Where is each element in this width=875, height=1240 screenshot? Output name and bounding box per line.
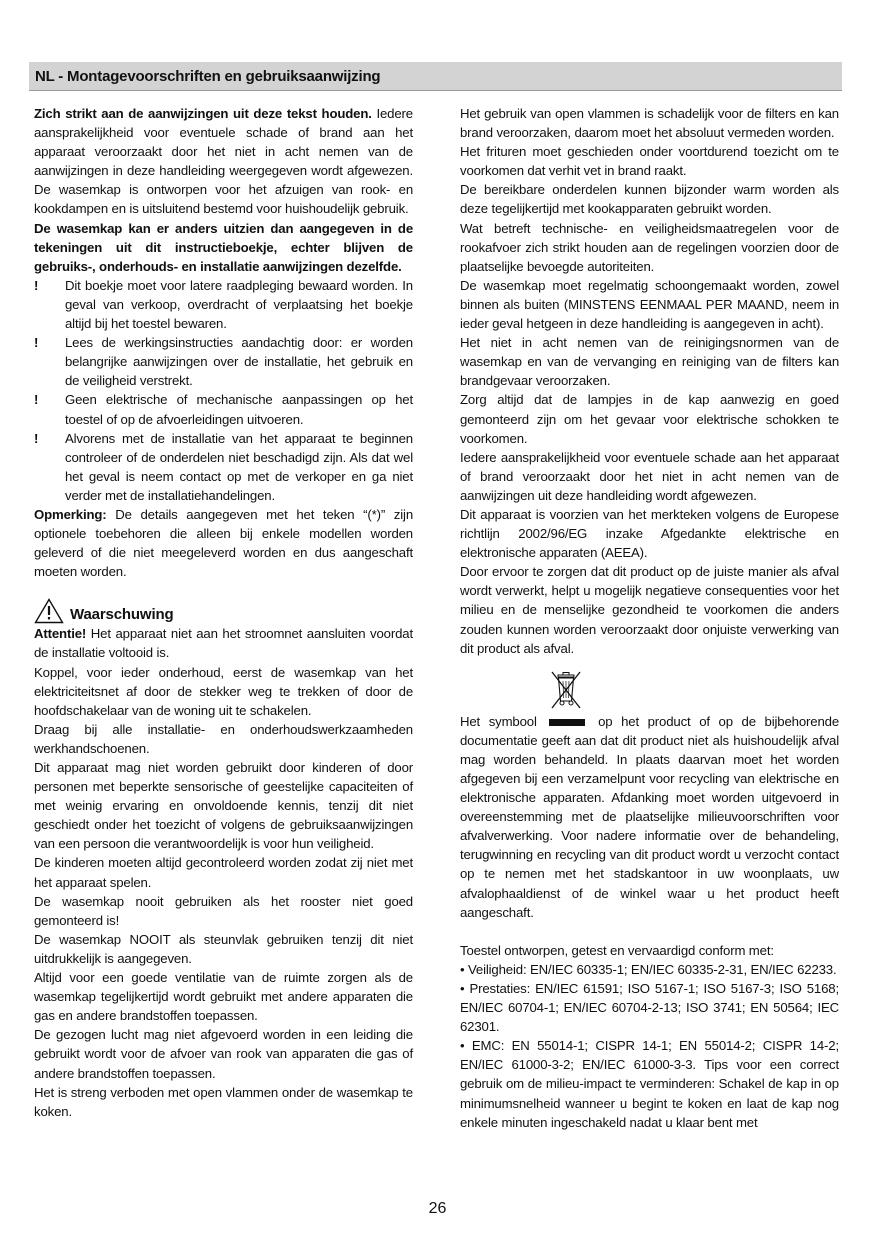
exclamation-icon: ! [34,277,39,293]
caution-text: Geen elektrische of mechanische aanpassingen op het toestel of op de afvoerleidingen uitvoeren. [65,392,413,427]
left-column [34,104,413,1121]
exclamation-icon: ! [34,430,39,446]
remark-label: Opmerking: [34,506,107,522]
safety-paragraph: Draag bij alle installatie- en onderhoudswerkzaamheden werkhandschoenen. [34,721,413,756]
caution-item [34,390,413,428]
caution-item [34,276,413,333]
usage-paragraph: De bereikbare onderdelen kunnen bijzonder warm worden als deze tegelijkertijd met kookapparaten gebruikt worden. [460,182,839,217]
attention-label: Attentie! [34,626,87,642]
usage-paragraph: De wasemkap moet regelmatig schoongemaakt worden, zowel binnen als buiten (MINSTENS EENMAAL PER MAAND, neem in ieder geval hetgeen in deze handleiding is aangegeven in acht). [460,277,839,332]
usage-paragraph: Het gebruik van open vlammen is schadelijk voor de filters en kan brand veroorzaken, daarom moet het absoluut vermeden worden. [460,106,839,141]
right-column [460,104,839,1132]
usage-paragraph: Wat betreft technische- en veiligheidsmaatregelen voor de rookafvoer zich strikt houden aan de regelingen voorzien door de plaatselijke bevoegde autoriteiten. [460,220,839,274]
caution-list [34,276,413,505]
conformity-item: • Veiligheid: EN/IEC 60335-1; EN/IEC 60335-2-31, EN/IEC 62233. [460,961,837,977]
attention-text: Het apparaat niet aan het stroomnet aansluiten voordat de installatie voltooid is. [34,626,413,661]
attention-paragraph [34,624,413,662]
intro-bold: Zich strikt aan de aanwijzingen uit deze tekst houden. [34,106,372,121]
spacer [460,922,839,941]
usage-paragraph: Door ervoor te zorgen dat dit product op de juiste manier als afval wordt verwerkt, helpt u mogelijk negatieve consequenties voor het milieu en de menselijke gezondheid te voorkomen die anders zouden kunnen worden veroorzaakt door onjuiste verwerking van dit product als afval. [460,564,839,656]
conformity-intro: Toestel ontworpen, getest en vervaardigd conform met: [460,942,774,958]
remark-text: De details aangegeven met het teken “(*)” zijn optionele toebehoren die alleen bij enkele modellen worden geleverd of die niet meegeleverd worden en dus aangeschaft moeten worden. [34,506,413,580]
conformity-item: • Prestaties: EN/IEC 61591; ISO 5167-1; ISO 5167-3; ISO 5168; EN/IEC 60704-1; EN/IEC 60704-2-13; ISO 3741; EN 50564; IEC 62301. [460,980,839,1035]
symbol-text-before: Het symbool [460,713,537,729]
safety-paragraph: Koppel, voor ieder onderhoud, eerst de wasemkap van het elektriciteitsnet af door de stekker weg te trekken of door de hoofdschakelaar van de woning uit te schakelen. [34,664,413,718]
page-number: 26 [428,1200,447,1217]
safety-paragraph: De kinderen moeten altijd gecontroleerd worden zodat zij niet met het apparaat spelen. [34,855,413,890]
caution-text: Lees de werkingsinstructies aandachtig door: er worden belangrijke aanwijzingen over de installatie, het gebruik en de veiligheid verstrekt. [65,335,413,389]
caution-text: Dit boekje moet voor latere raadpleging bewaard worden. In geval van verkoop, overdracht of verplaatsing het boekje altijd bij het toestel bewaren. [65,277,413,332]
caution-item [34,333,413,390]
intro-text: Iedere aansprakelijkheid voor eventuele schade of brand aan het apparaat veroorzaakt door het niet in acht nemen van de aanwijzingen in deze handleiding weergegeven wordt afgewezen. De wasemkap is ontworpen voor het afzuigen van rook- en kookdampen en is uitsluitend bestemd voor huishoudelijk gebruik. [34,106,413,217]
intro-paragraph [34,104,413,219]
exclamation-icon: ! [34,335,39,351]
warning-title: Waarschuwing [70,606,174,624]
usage-paragraph: Zorg altijd dat de lampjes in de kap aanwezig en goed gemonteerd zijn om het gevaar voor elektrische schokken te voorkomen. [460,392,839,446]
usage-paragraph: Het niet in acht nemen van de reinigingsnormen van de wasemkap en van de vervanging en reiniging van de filters kan brandgevaar veroorzaken. [460,335,839,389]
safety-paragraph: Altijd voor een goede ventilatie van de ruimte zorgen als de wasemkap tegelijkertijd wordt gebruikt met andere apparaten die gas en andere brandstoffen toepassen. [34,970,413,1024]
remark-paragraph [34,505,413,581]
warning-triangle-icon [34,598,64,624]
safety-paragraph: De wasemkap nooit gebruiken als het rooster niet goed gemonteerd is! [34,893,413,928]
section-header [29,62,842,91]
safety-paragraph: Het is streng verboden met open vlammen onder de wasemkap te koken. [34,1084,413,1119]
crossed-bin-icon [549,670,583,710]
conformity-item: • EMC: EN 55014-1; CISPR 14-1; EN 55014-2; CISPR 14-2; EN/IEC 61000-3-2; EN/IEC 61000-3-3. Tips voor een correct gebruik om de milieu-impact te verminderen: Schakel de kap in op minimumsnelheid wanneer u begint te koken en laat de kap nog enkele minuten ingeschakeld nadat u klaar bent met [460,1038,839,1130]
usage-paragraph: Dit apparaat is voorzien van het merkteken volgens de Europese richtlijn 2002/96/EG inzake Afgedankte elektrische en elektronische apparaten (AEEA). [460,506,839,561]
exclamation-icon: ! [34,392,39,408]
warning-heading [34,598,413,624]
safety-paragraph: De gezogen lucht mag niet afgevoerd worden in een leiding die gebruikt wordt voor de afvoer van rook van apparaten die gas of andere brandstoffen toepassen. [34,1027,413,1081]
weee-symbol-block [460,670,839,712]
caution-item [34,429,413,505]
appearance-note: De wasemkap kan er anders uitzien dan aangegeven in de tekeningen uit dit instructieboekje, echter blijven de gebruiks-, onderhouds- en installatie aanwijzingen dezelfde. [34,220,413,274]
safety-paragraph: De wasemkap NOOIT als steunvlak gebruiken tenzij dit niet uitdrukkelijk is aangegeven. [34,931,413,966]
safety-paragraph: Dit apparaat mag niet worden gebruikt door kinderen of door personen met beperkte sensorische of geestelijke capaciteiten of met weinig ervaring en onvoldoende kennis, tenzij dit niet geschiedt onder het toezicht of volgens de gebruiksaanwijzingen van een persoon die verantwoordelijk is voor hun veiligheid. [34,760,413,852]
usage-paragraph: Het frituren moet geschieden onder voortdurend toezicht om te voorkomen dat verhit vet in brand raakt. [460,144,839,179]
usage-paragraph: Iedere aansprakelijkheid voor eventuele schade aan het apparaat of brand veroorzaakt door het niet in acht nemen van de aanwijzingen uit deze handleiding wordt afgewezen. [460,449,839,503]
black-bar-symbol [549,719,585,726]
symbol-text-after: op het product of op de bijbehorende documentatie geeft aan dat dit product niet als huishoudelijk afval mag worden behandeld. In plaats daarvan moet het worden afgegeven bij een verzamelpunt voor recycling van elektrische en elektronische apparaten. Afdanking moet worden uitgevoerd in overeenstemming met de plaatselijke milieuvoorschriften voor afvalverwerking. Voor nadere informatie over de behandeling, terugwinning en recycling van dit product wordt u verzocht contact op te nemen met het stadskantoor in uw woonplaats, uw afvalophaaldienst of de winkel waar u het product heeft aangeschaft. [460,713,840,920]
caution-text: Alvorens met de installatie van het apparaat te beginnen controleer of de onderdelen niet beschadigd zijn. Als dat wel het geval is neem contact op met de verkoper en ga niet verder met de installatiehandelingen. [65,430,413,503]
weee-paragraph [460,712,839,922]
section-title: NL - Montagevoorschriften en gebruiksaanwijzing [35,68,381,85]
